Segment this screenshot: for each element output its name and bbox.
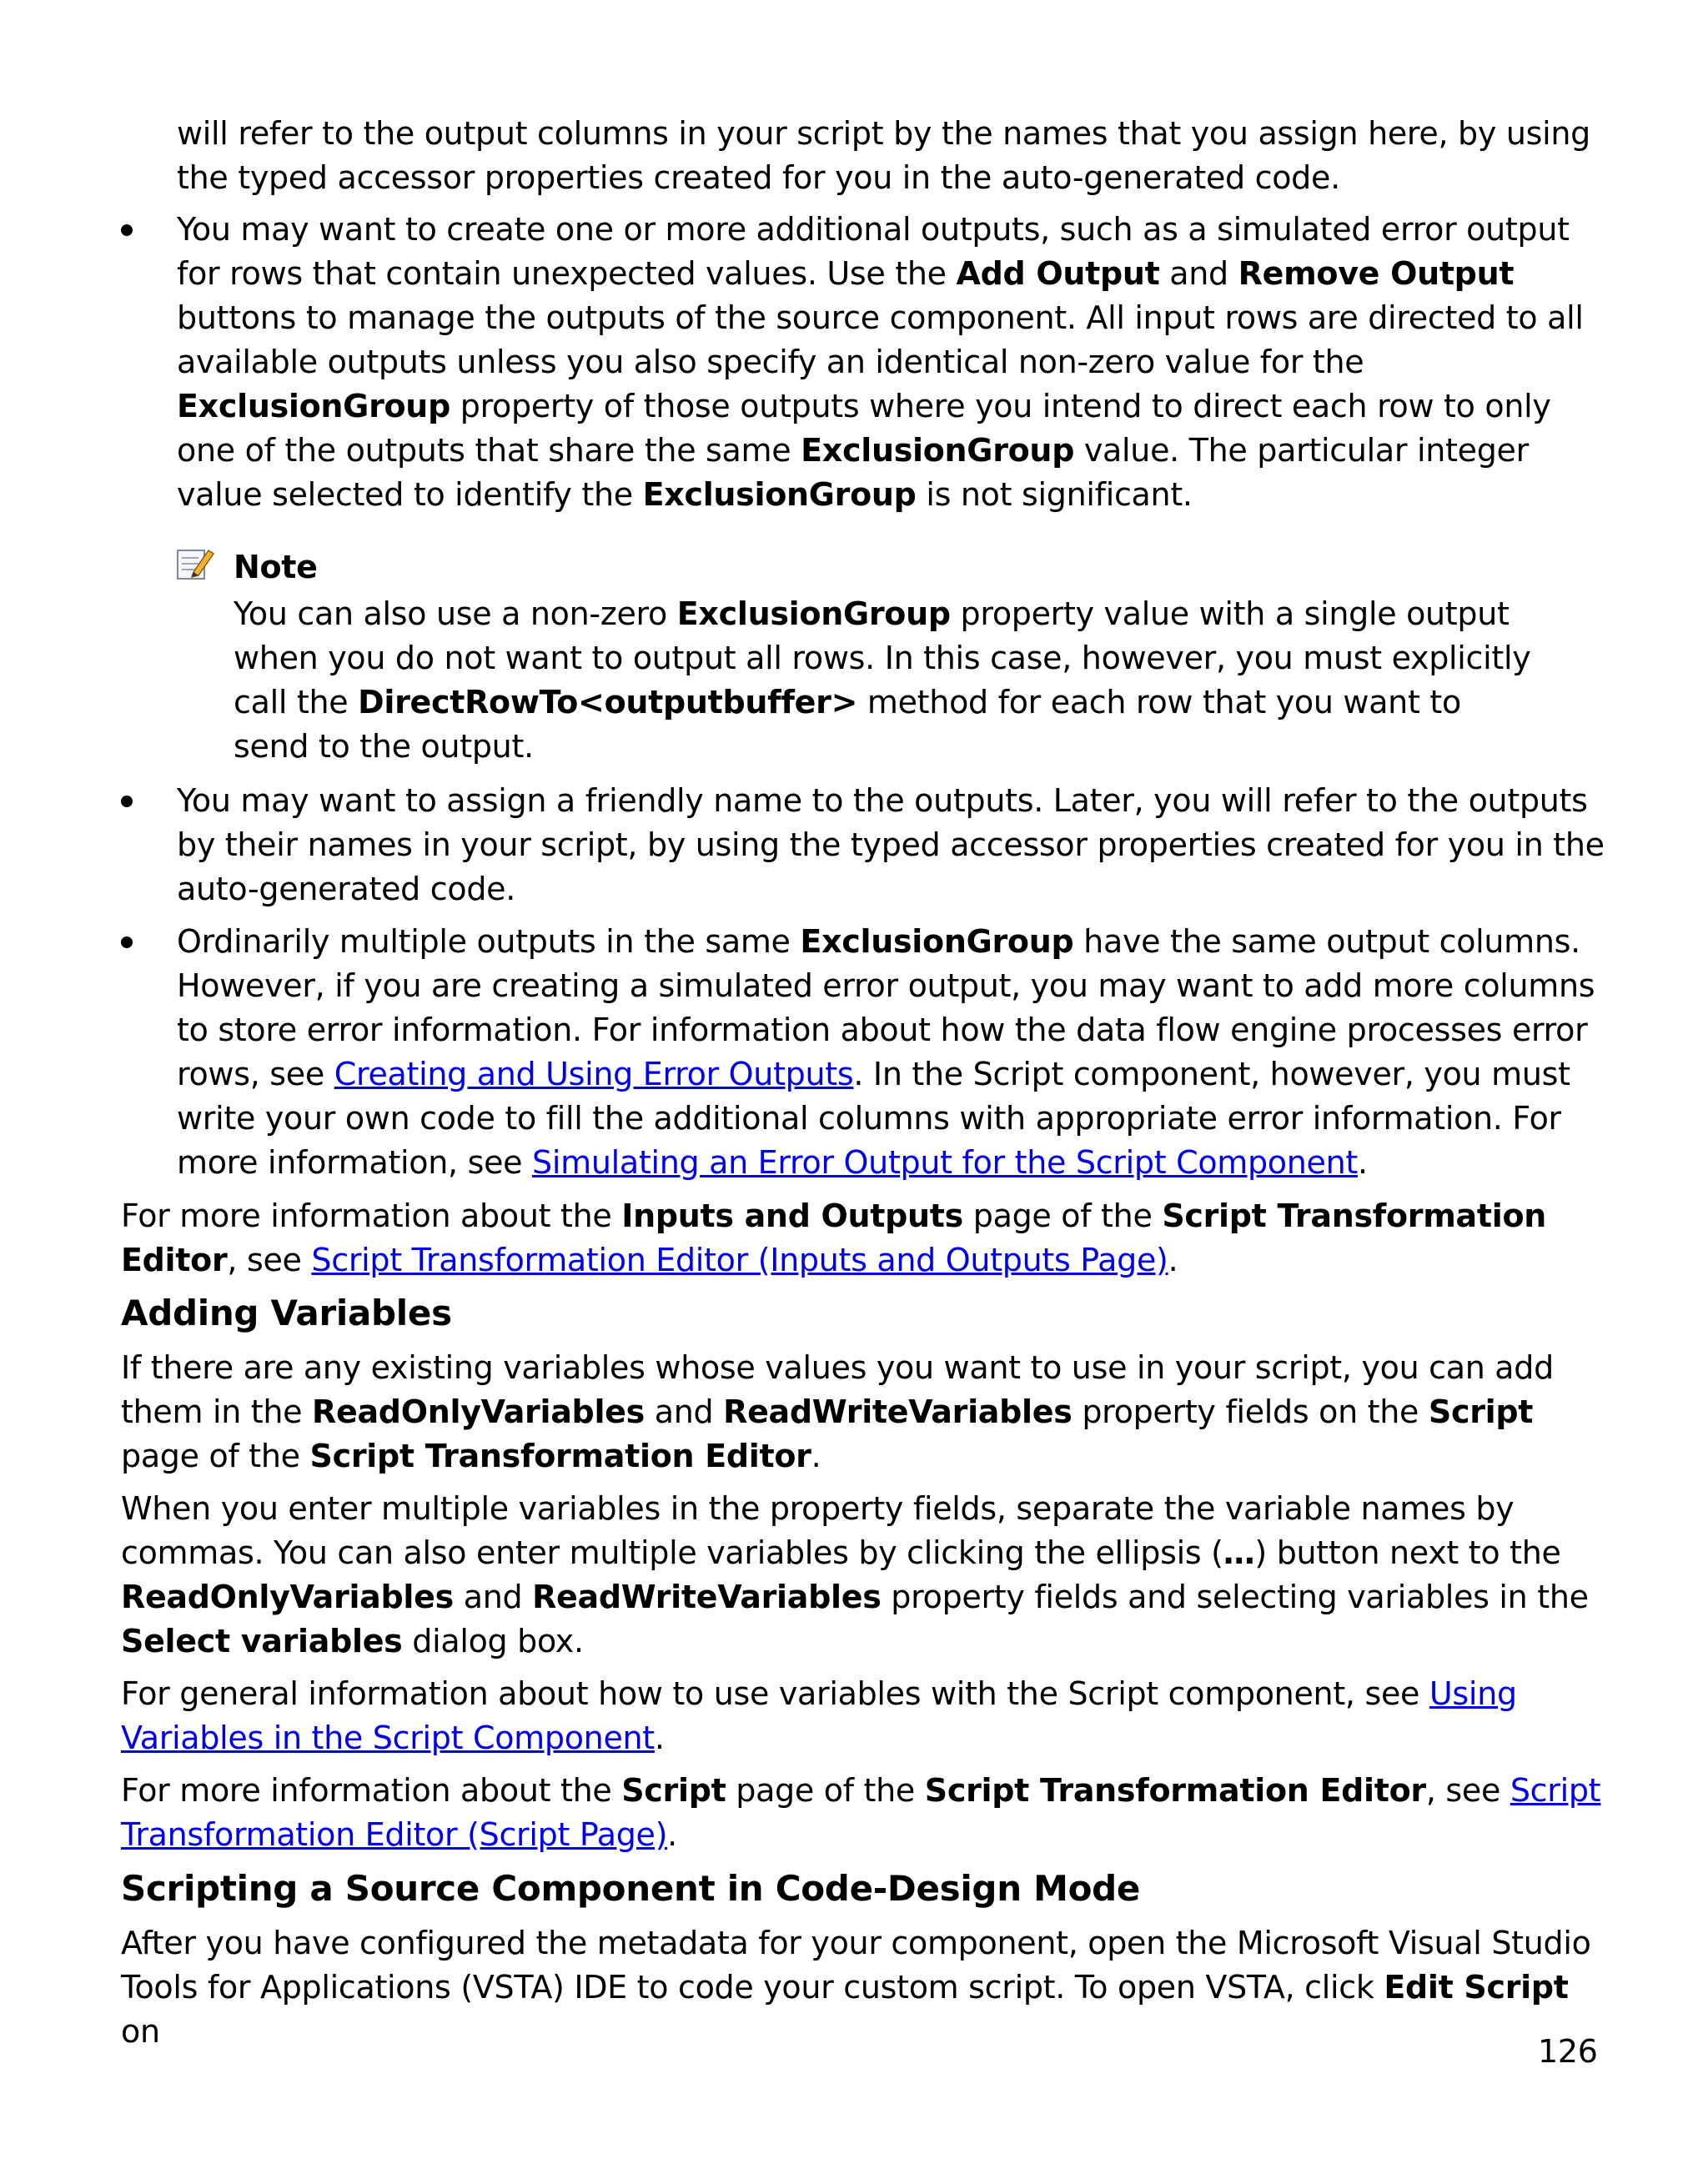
bullet-friendly-name-paragraph: You may want to assign a friendly name to the outputs. Later, you will refer to the outputs by their names in your script, by using the typed accessor properties created for you in the auto-generated code. — [177, 782, 1605, 907]
note-pencil-icon — [175, 545, 215, 582]
section-heading-adding-variables: Adding Variables — [121, 1293, 452, 1333]
link-inputs-outputs-page[interactable]: Script Transformation Editor (Inputs and Outputs Page) — [311, 1242, 1168, 1278]
continuation-paragraph: will refer to the output columns in your script by the names that you assign here, by using the typed accessor properties created for you in the auto-generated code. — [177, 115, 1590, 196]
variables-paragraph-4: For more information about the Script page of the Script Transformation Editor, see Script Transformation Editor (Script Page). — [121, 1772, 1601, 1853]
bullet-marker — [121, 936, 133, 948]
page-number: 126 — [1538, 2033, 1598, 2070]
inputs-outputs-paragraph: For more information about the Inputs and Outputs page of the Script Transformation Editor, see Script Transformation Editor (Inputs and Outputs Page). — [121, 1197, 1547, 1278]
direct-row-method: DirectRowTo<outputbuffer> — [358, 684, 858, 720]
bullet-marker — [121, 224, 133, 236]
link-script-page[interactable]: Script Transformation Editor (Script Page) — [121, 1772, 1601, 1853]
link-error-outputs[interactable]: Creating and Using Error Outputs — [334, 1056, 854, 1092]
bullet-outputs-paragraph: You may want to create one or more additional outputs, such as a simulated error output for rows that contain unexpected values. Use the Add Output and Remove Output buttons to manage the outputs of the source component. All input rows are directed to all available outputs unless you also specify an identical non-zero value for the ExclusionGroup property of those outputs where you intend to direct each row to only one of the outputs that share the same ExclusionGroup value. The particular integer value selected to identify the ExclusionGroup is not significant. — [177, 211, 1584, 513]
section-heading-code-design-mode: Scripting a Source Component in Code-Design Mode — [121, 1868, 1141, 1909]
bullet-error-columns-paragraph: Ordinarily multiple outputs in the same ExclusionGroup have the same output columns. However, if you are creating a simulated error output, you may want to add more columns to store error information. For information about how the data flow engine processes error rows, see Creating and Using Error Outputs. In the Script component, however, you must write your own code to fill the additional columns with appropriate error information. For more information, see Simulating an Error Output for the Script Component. — [177, 923, 1595, 1181]
remove-output-term: Remove Output — [1238, 255, 1515, 292]
note-title: Note — [234, 549, 318, 585]
link-simulating-error-output[interactable]: Simulating an Error Output for the Script Component — [532, 1144, 1359, 1181]
variables-paragraph-1: If there are any existing variables whose values you want to use in your script, you can add them in the ReadOnlyVariables and ReadWriteVariables property fields on the Script page of the Script Transformation Editor. — [121, 1349, 1554, 1474]
note-body: You can also use a non-zero ExclusionGroup property value with a single output when you do not want to output all rows. In this case, however, you must explicitly call the DirectRowTo<outputbuffer> method for each row that you want to send to the output. — [234, 595, 1531, 765]
code-design-paragraph: After you have configured the metadata for your component, open the Microsoft Visual Studio Tools for Applications (VSTA) IDE to code your custom script. To open VSTA, click Edit Script on — [121, 1925, 1591, 2050]
variables-paragraph-2: When you enter multiple variables in the property fields, separate the variable names by commas. You can also enter multiple variables by clicking the ellipsis (…) button next to the ReadOnlyVariables and ReadWriteVariables property fields and selecting variables in the Select variables dialog box. — [121, 1490, 1589, 1659]
variables-paragraph-3: For general information about how to use variables with the Script component, see Using Variables in the Script Component. — [121, 1675, 1517, 1756]
link-using-variables[interactable]: Using Variables in the Script Component — [121, 1675, 1517, 1756]
bullet-marker — [121, 796, 133, 807]
add-output-term: Add Output — [956, 255, 1160, 292]
